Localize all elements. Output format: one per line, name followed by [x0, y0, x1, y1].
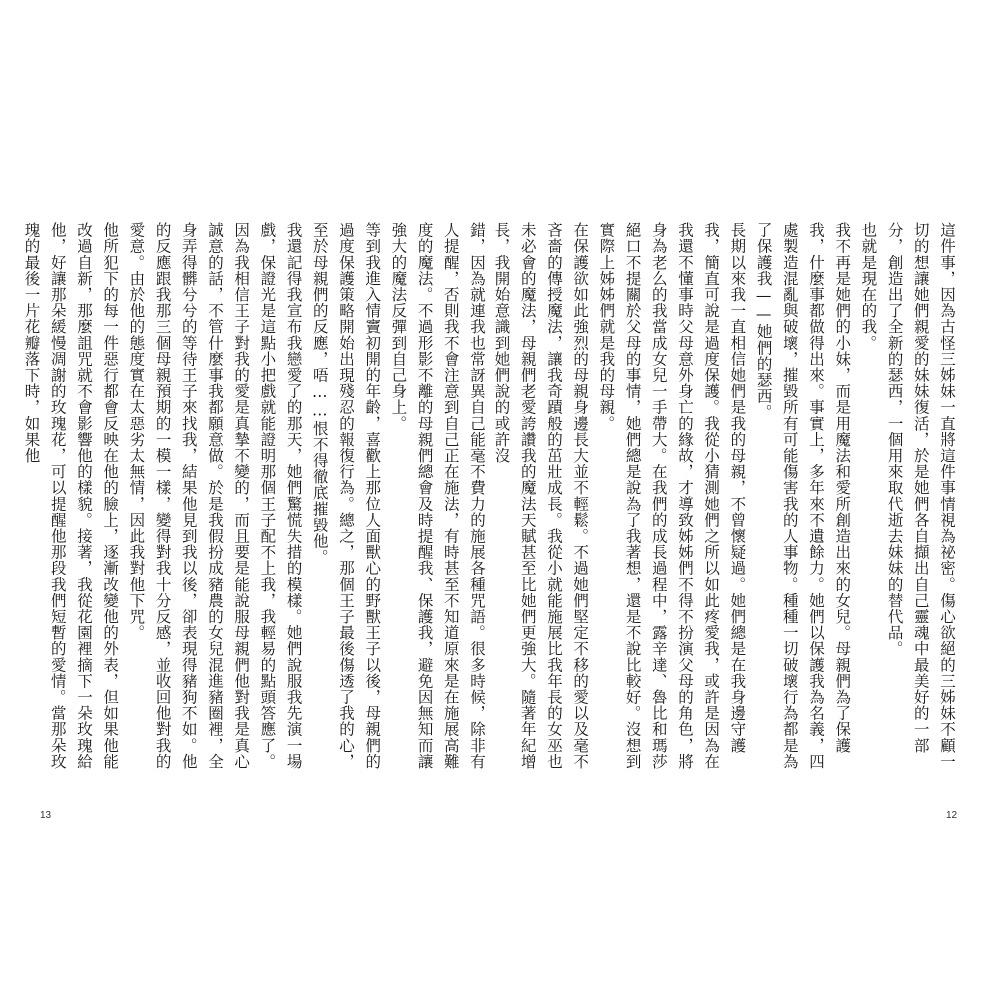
- paragraph: 等到我進入情竇初開的年齡，喜歡上那位人面獸心的野獸王子以後，母親們的過度保護策略開始出現殘忍的報復行為。總之，那個王子最後傷透了我的心，至於母親們的反應，唔……恨不得徹底摧毀他。: [310, 222, 382, 770]
- page-number-left: 13: [40, 810, 52, 821]
- paragraph: 我還記得我宣布我戀愛了的那天，她們驚慌失措的模樣。她們說服我先演一場戲，保證光是這點小把戲就能證明那個王子配不上我，我輕易的點頭答應了。因為我相信王子對我的愛是真摯不變的，而且要是能說服母親們他對我是真心誠意的話，不管什麼事我都願意做。於是我假扮成豬農的女兒混進豬圈裡，全身弄得髒兮兮的等待王子來找我，結果他見到我以後，卻表現得豬狗不如。他的反應跟我那三個母親預期的一模一樣，變得對我十分反感，並收回他對我的愛意。由於他的態度實在太惡劣太無情，因此我對他下咒。: [127, 222, 303, 770]
- paragraph: 我不再是她們的小妹，而是用魔法和愛所創造出來的女兒。母親們為了保護我，什麼事都做得出來。事實上，多年來不遺餘力。她們以保護我為名義，四處製造混亂與破壞，摧毀所有可能傷害我的人事物。種種一切破壞行為都是為了保護我——她們的瑟西。: [754, 222, 852, 770]
- paragraph: 他所犯下的每一件惡行都會反映在他的臉上，逐漸改變他的外表，但如果他能改過自新，那麼詛咒就不會影響他的樣貌。接著，我從花園裡摘下一朵玫瑰給他，好讓那朵緩慢凋謝的玫瑰花，可以提醒他那段我們短暫的愛情。當那朵玫瑰的最後一片花瓣落下時，如果他: [22, 222, 120, 770]
- paragraph: 這件事，因為古怪三姊妹一直將這件事情視為祕密。傷心欲絕的三姊妹不顧一切的想讓她們親愛的妹妹復活，於是她們各自擷出自己靈魂中最美好的一部分，創造出了全新的瑟西，一個用來取代逝去妹妹的替代品。: [885, 222, 956, 770]
- paragraph: 在保護欲如此強烈的母親身邊長大並不輕鬆。不過她們堅定不移的愛以及毫不吝嗇的傳授魔法，讓我奇蹟般的茁壯成長。我從小就能施展比我年長的女巫也未必會的魔法，母親們老愛誇讚我的魔法天賦甚至比她們更強大。隨著年紀增長，我開始意識到她們說的或許沒: [492, 222, 590, 770]
- right-page: [492, 222, 960, 842]
- right-page-text: [492, 222, 960, 777]
- left-page-text: [22, 222, 490, 777]
- paragraph: 錯，因為就連我也常訝異自己能毫不費力的施展各種咒語。很多時候，除非有人提醒，否則我不會注意到自己正在施法，有時甚至不知道原來是在施展高難度的魔法。不過形影不離的母親們總會及時提醒我、保護我，避免因無知而讓強大的魔法反彈到自己身上。: [389, 222, 486, 770]
- paragraph: 長期以來我一直相信她們是我的母親，不曾懷疑過。她們總是在我身邊守護我，簡直可說是過度保護。我從小猜測她們之所以如此疼愛我，或許是因為在我還不懂事時父母意外身亡的緣故，才導致姊姊們不得不扮演父母的角色，將身為老么的我當成女兒一手帶大。在我們的成長過程中，露辛達、魯比和瑪莎絕口不提關於父母的事情，她們總是說為了我著想，還是不說比較好。沒想到實際上姊姊們就是我的母親。: [597, 222, 747, 770]
- paragraph: 也就是現在的我。: [859, 222, 878, 351]
- page-number-right: 12: [946, 810, 958, 821]
